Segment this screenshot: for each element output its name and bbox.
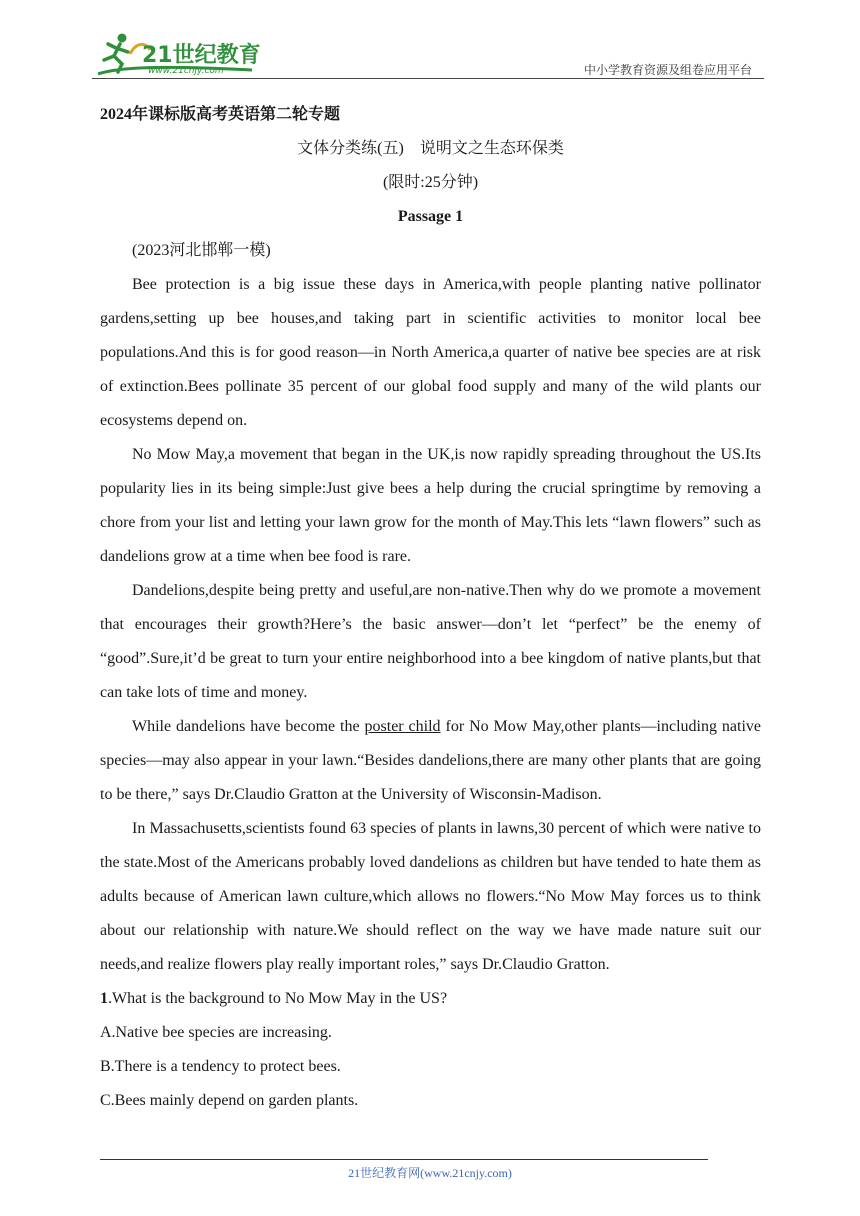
footer-divider (100, 1159, 708, 1160)
site-logo (92, 30, 262, 78)
paragraph-4-end: for No Mow May,other plants—including native species—may also appear in your lawn.“Besides dandelions,there are many other plants that are going to be there,” says Dr.Claudio Gratton at the University of Wisconsin-Madison. (100, 718, 762, 803)
paragraph-4-start: While dandelions have become the (132, 718, 365, 735)
platform-tagline: 中小学教育资源及组卷应用平台 (583, 63, 752, 77)
underlined-phrase: poster child (364, 718, 441, 735)
svg-text:21世纪教育: 21世纪教育 (142, 43, 261, 68)
question-number: 1 (100, 990, 108, 1007)
document-body (100, 98, 761, 1118)
paragraph-3: Dandelions,despite being pretty and useful,are non-native.Then why do we promote a movement that encourages their growth?Here’s the basic answer—don’t let “perfect” be the enemy of “good”.Sure,it’d be great to turn your entire neighborhood into a bee kingdom of native plants,but that can take lots of time and money. (100, 582, 761, 701)
passage-label: Passage 1 (397, 208, 464, 225)
paragraph-2: No Mow May,a movement that began in the UK,is now rapidly spreading throughout the US.Its popularity lies in its being simple:Just give bees a help during the crucial springtime by removing a chore from your list and letting your lawn grow for the month of May.This lets “lawn flowers” such as dandelions grow at a time when bee food is rare. (100, 446, 761, 565)
time-limit: (限时:25分钟) (382, 174, 479, 191)
runner-logo-icon (92, 30, 262, 78)
question-text: .What is the background to No Mow May in the US? (108, 990, 448, 1007)
page-header (92, 30, 764, 80)
passage-source: (2023河北邯郸一模) (132, 242, 271, 259)
paragraph-1: Bee protection is a big issue these days in America,with people planting native pollinator gardens,setting up bee houses,and taking part in scientific activities to monitor local bee populations.And this is for good reason—in North America,a quarter of native bee species are at risk of extinction.Bees pollinate 35 percent of our global food supply and many of the wild plants our ecosystems depend on. (100, 276, 761, 429)
footer-link[interactable]: 21世纪教育网(www.21cnjy.com) (348, 1166, 512, 1180)
svg-text:www.21cnjy.com: www.21cnjy.com (148, 66, 224, 76)
series-label: 2024年课标版高考英语第二轮专题 (100, 106, 341, 123)
option-c: C.Bees mainly depend on garden plants. (100, 1092, 359, 1109)
option-b: B.There is a tendency to protect bees. (100, 1058, 341, 1075)
header-divider (92, 78, 764, 79)
paragraph-4 (100, 710, 761, 812)
page-title: 文体分类练(五) 说明文之生态环保类 (297, 140, 564, 157)
option-a: A.Native bee species are increasing. (100, 1024, 332, 1041)
question-1 (100, 982, 761, 1016)
paragraph-5: In Massachusetts,scientists found 63 species of plants in lawns,30 percent of which were native to the state.Most of the Americans probably loved dandelions as children but have tended to hate them as adults because of American lawn culture,which allows no flowers.“No Mow May forces us to think about our relationship with nature.We should reflect on the way we have made nature suit our needs,and realize flowers play really important roles,” says Dr.Claudio Gratton. (100, 820, 761, 973)
